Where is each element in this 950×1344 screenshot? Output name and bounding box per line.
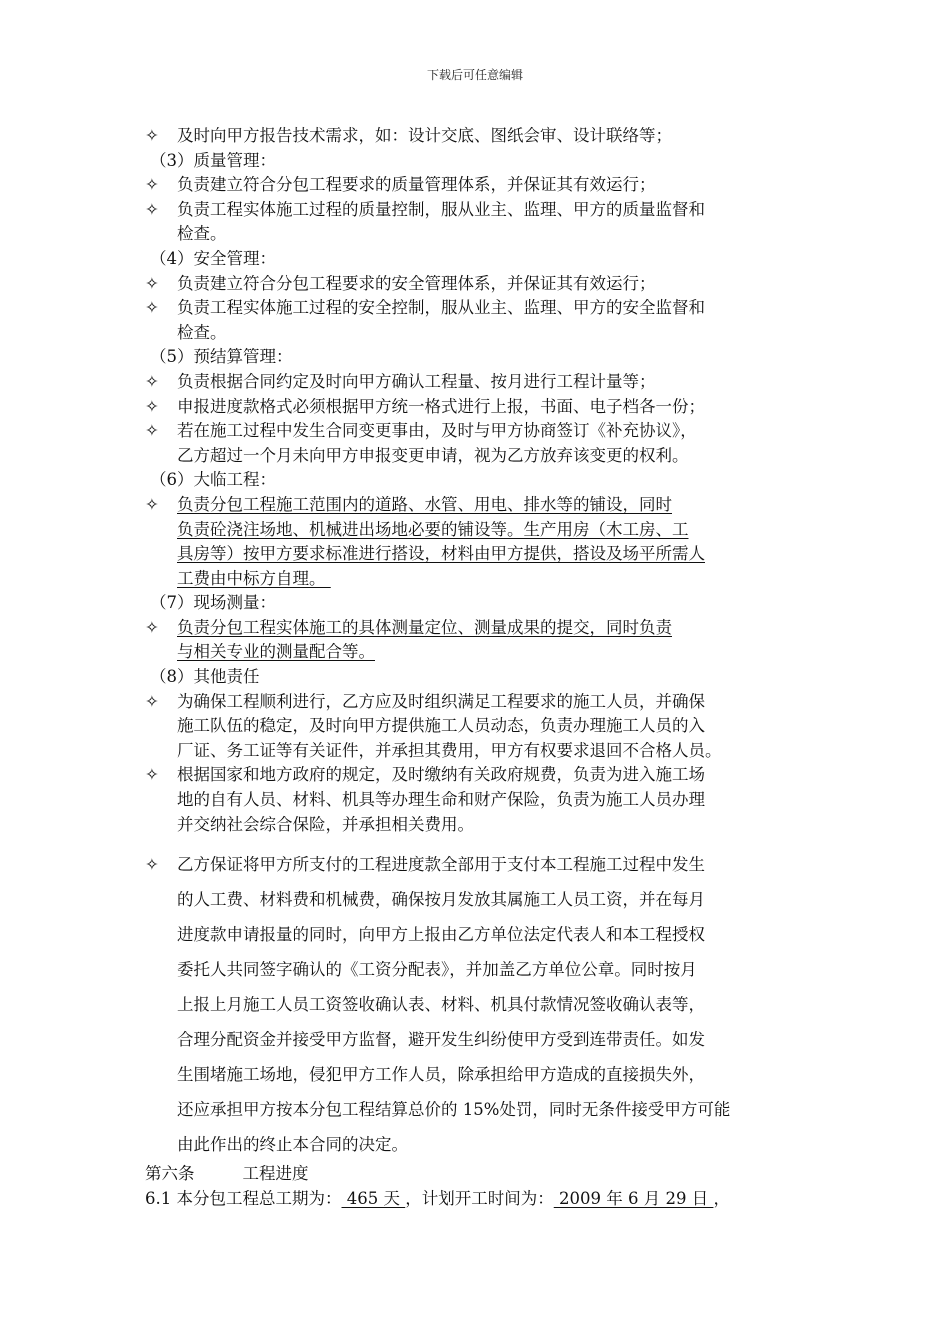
list-item-continuation: 合理分配资金并接受甲方监督，避开发生纠纷使甲方受到连带责任。如发 xyxy=(177,1030,705,1050)
list-item-continuation: 并交纳社会综合保险，并承担相关费用。 xyxy=(177,814,474,834)
section-heading: （3）质量管理： xyxy=(150,150,276,170)
list-item-continuation: 检查。 xyxy=(177,224,227,244)
section-heading: （6）大临工程： xyxy=(150,470,276,490)
bullet-icon: ✧ xyxy=(145,396,159,416)
section-heading: （7）现场测量： xyxy=(150,593,276,613)
list-item-text: 负责建立符合分包工程要求的安全管理体系，并保证其有效运行； xyxy=(177,273,656,293)
underlined-text: 与相关专业的测量配合等。 xyxy=(177,642,375,662)
underlined-text: 工费由中标方自理。 xyxy=(177,568,326,588)
list-item-continuation: 由此作出的终止本合同的决定。 xyxy=(177,1135,408,1155)
bullet-icon: ✧ xyxy=(145,765,159,785)
list-item-text: 若在施工过程中发生合同变更事由，及时与甲方协商签订《补充协议》， xyxy=(177,421,697,441)
list-item xyxy=(145,198,815,223)
clause-text: ，计划开工时间为： xyxy=(405,1188,554,1208)
list-item-text: 根据国家和地方政府的规定，及时缴纳有关政府规费，负责为进入施工场 xyxy=(177,765,705,785)
list-item-continuation: 上报上月施工人员工资签收确认表、材料、机具付款情况签收确认表等， xyxy=(177,995,705,1015)
list-item-continuation xyxy=(145,542,815,567)
section-heading: （4）安全管理： xyxy=(150,248,276,268)
list-item-continuation: 的人工费、材料费和机械费，确保按月发放其属施工人员工资，并在每月 xyxy=(177,890,705,910)
bullet-icon: ✧ xyxy=(145,617,159,637)
bullet-icon: ✧ xyxy=(145,298,159,318)
list-item xyxy=(145,419,815,444)
bullet-icon: ✧ xyxy=(145,126,159,145)
list-item-text: 为确保工程顺利进行，乙方应及时组织满足工程要求的施工人员，并确保 xyxy=(177,691,705,711)
list-item xyxy=(145,173,815,198)
section-heading: （8）其他责任 xyxy=(150,667,260,687)
clause-6-1 xyxy=(145,1187,815,1212)
bullet-icon: ✧ xyxy=(145,421,159,441)
list-item xyxy=(145,395,815,420)
section-heading: （5）预结算管理： xyxy=(150,347,293,367)
document-body xyxy=(145,124,815,1211)
duration-value: 465 天 xyxy=(341,1188,406,1208)
list-item-continuation xyxy=(145,640,815,665)
list-item xyxy=(145,763,815,788)
bullet-icon: ✧ xyxy=(145,273,159,293)
list-item-continuation: 检查。 xyxy=(177,322,227,342)
spacer xyxy=(145,837,815,847)
article-number: 第六条 xyxy=(145,1164,195,1184)
bullet-icon: ✧ xyxy=(145,855,159,875)
list-item-continuation: 委托人共同签字确认的《工资分配表》，并加盖乙方单位公章。同时按月 xyxy=(177,960,697,980)
list-item xyxy=(145,493,815,518)
list-item-text: 乙方保证将甲方所支付的工程进度款全部用于支付本工程施工过程中发生 xyxy=(177,855,705,875)
underlined-text: 具房等）按甲方要求标准进行搭设，材料由甲方提供，搭设及场平所需人 xyxy=(177,544,705,564)
list-item-continuation xyxy=(145,567,815,592)
list-item-continuation: 厂证、务工证等有关证件，并承担其费用，甲方有权要求退回不合格人员。 xyxy=(177,740,722,760)
bullet-icon: ✧ xyxy=(145,199,159,219)
list-item-continuation xyxy=(145,518,815,543)
list-item-text: 负责工程实体施工过程的安全控制，服从业主、监理、甲方的安全监督和 xyxy=(177,298,705,318)
list-item-text: 负责建立符合分包工程要求的质量管理体系，并保证其有效运行； xyxy=(177,175,656,195)
bullet-icon: ✧ xyxy=(145,691,159,711)
list-item-text: 及时向甲方报告技术需求，如：设计交底、图纸会审、设计联络等； xyxy=(177,126,672,145)
article-title: 工程进度 xyxy=(242,1164,309,1184)
list-item-continuation: 地的自有人员、材料、机具等办理生命和财产保险，负责为施工人员办理 xyxy=(177,790,705,810)
bullet-icon: ✧ xyxy=(145,175,159,195)
list-item-continuation: 进度款申请报量的同时，向甲方上报由乙方单位法定代表人和本工程授权 xyxy=(177,925,705,945)
underline-blank xyxy=(326,567,426,592)
page-header: 下载后可任意编辑 xyxy=(426,68,523,82)
list-item xyxy=(145,690,815,715)
bullet-icon: ✧ xyxy=(145,371,159,391)
list-item xyxy=(145,272,815,297)
list-item xyxy=(145,296,815,321)
list-item-text: 负责分包工程施工范围内的道路、水管、用电、排水等的铺设，同时 xyxy=(177,494,672,514)
list-item xyxy=(145,124,815,149)
bullet-icon: ✧ xyxy=(145,494,159,514)
list-item-text: 负责分包工程实体施工的具体测量定位、测量成果的提交，同时负责 xyxy=(177,617,672,637)
article-heading xyxy=(145,1162,815,1187)
list-item-continuation: 生围堵施工场地，侵犯甲方工作人员，除承担给甲方造成的直接损失外， xyxy=(177,1065,705,1085)
list-item-continuation: 乙方超过一个月未向甲方申报变更申请，视为乙方放弃该变更的权利。 xyxy=(177,445,689,465)
list-item xyxy=(145,616,815,641)
list-item-continuation: 施工队伍的稳定，及时向甲方提供施工人员动态，负责办理施工人员的入 xyxy=(177,716,705,736)
list-item-text: 申报进度款格式必须根据甲方统一格式进行上报，书面、电子档各一份； xyxy=(177,396,705,416)
list-item-text: 负责根据合同约定及时向甲方确认工程量、按月进行工程计量等； xyxy=(177,371,656,391)
clause-text: ， xyxy=(713,1188,730,1208)
list-item-continuation: 还应承担甲方按本分包工程结算总价的 15%处罚，同时无条件接受甲方可能 xyxy=(177,1100,731,1120)
clause-text: 6.1 本分包工程总工期为： xyxy=(145,1188,342,1208)
start-date-value: 2009 年 6 月 29 日 xyxy=(553,1188,714,1208)
underlined-text: 负责砼浇注场地、机械进出场地必要的铺设等。生产用房（木工房、工 xyxy=(177,519,689,539)
list-item-text: 负责工程实体施工过程的质量控制，服从业主、监理、甲方的质量监督和 xyxy=(177,199,705,219)
list-item xyxy=(145,847,815,882)
list-item xyxy=(145,370,815,395)
